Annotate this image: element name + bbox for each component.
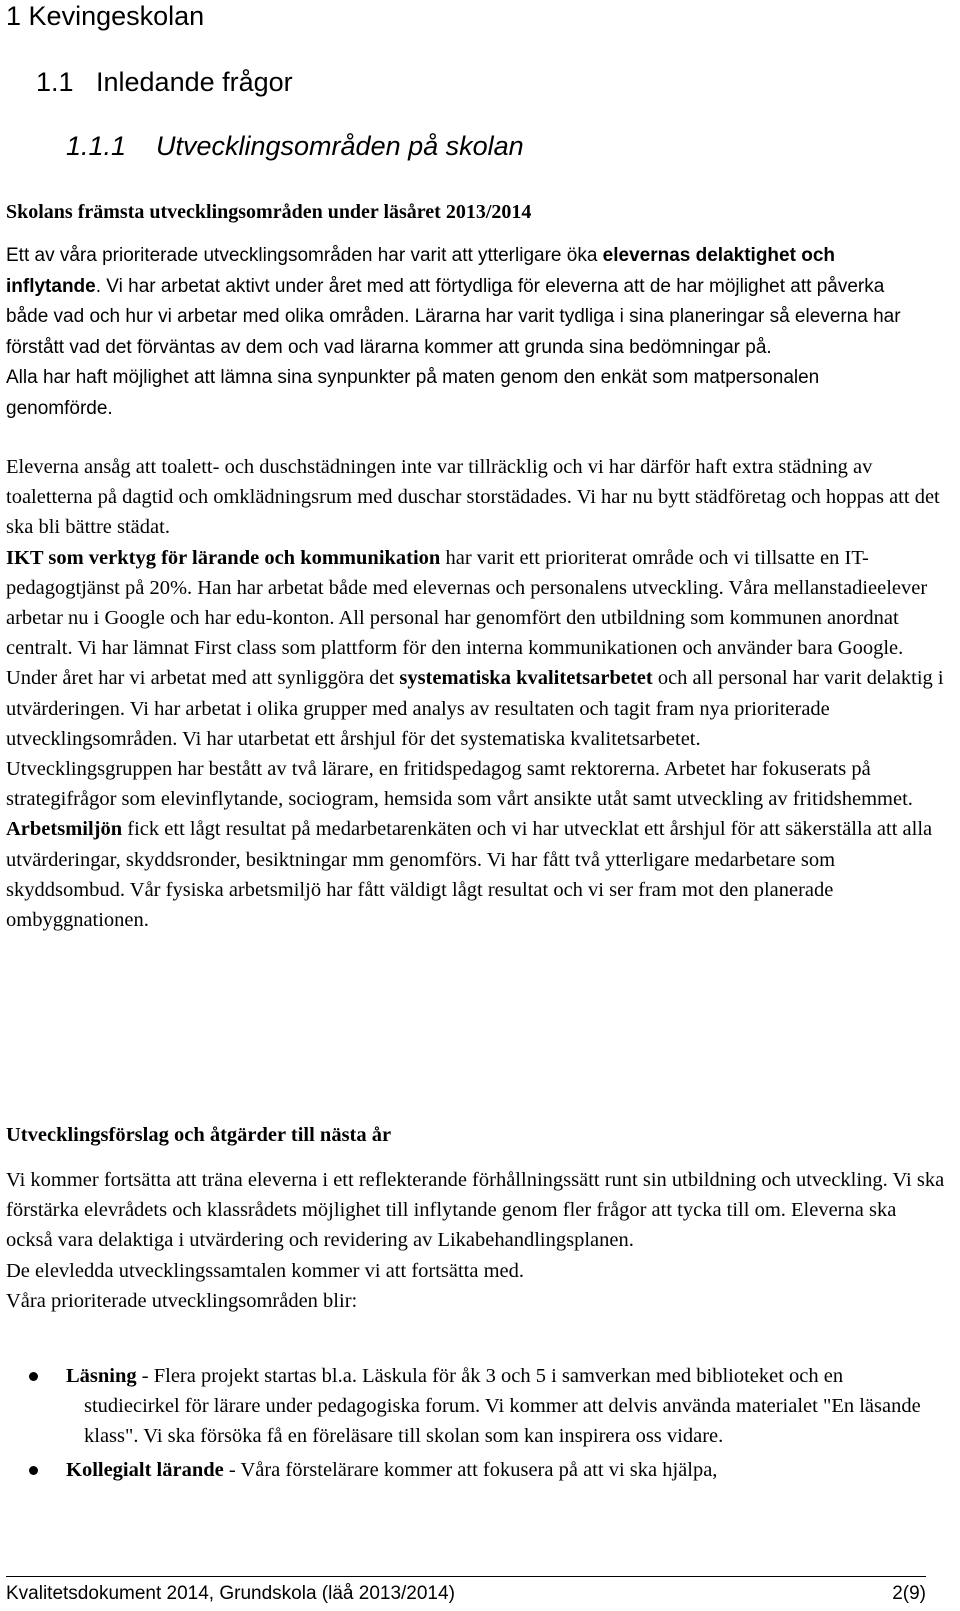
intro-p1-bold: elevernas delaktighet och inflytande (6, 245, 835, 297)
section-2-paragraph-3: Våra prioriterade utvecklingsområden blir: (6, 1289, 358, 1312)
body-p5-text-b: och all personal har varit delaktig i utvärderingen. Vi har arbetat i olika grupper med analys av resultaten och tagit fram nya prioriterade utvecklingsområden. Vi har utarbetat ett årshjul för det systematiska kvalitetsarbetet. (6, 667, 944, 750)
intro-block (6, 241, 906, 424)
priority-list (6, 1361, 936, 1485)
body-paragraph-4 (6, 543, 946, 664)
heading-2-number: 1.1 (36, 67, 74, 97)
intro-p1-text-b: . Vi har arbetat aktivt under året med att förtydliga för eleverna att de har möjlighet att påverka både vad och hur vi arbetar med olika områden. Lärarna har varit tydliga i sina planeringar så eleverna har förstått vad det förväntas av dem och vad lärarna kommer att grunda sina bedömningar på. (6, 275, 901, 358)
body-paragraph-6: Utvecklingsgruppen har bestått av två lärare, en fritidspedagog samt rektorerna. Arbetet har fokuserats på strategifrågor som elevinflytande, sociogram, hemsida som vårt ansikte utåt samt utveckling av fritidshemmet. (6, 758, 913, 811)
intro-paragraph-2: Alla har haft möjlighet att lämna sina synpunkter på maten genom den enkät som matpersonalen genomförde. (6, 367, 820, 419)
body-p5-text-a: Under året har vi arbetat med att synliggöra det (6, 667, 400, 690)
heading-2-text: Inledande frågor (96, 67, 293, 97)
page-number: 2(9) (892, 1583, 926, 1604)
list-item-text: - Flera projekt startas bl.a. Läskula för åk 3 och 5 i samverkan med biblioteket och en studiecirkel för lärare under pedagogiska forum. Vi kommer att delvis använda materialet "En läsande klass". Vi ska försöka få en föreläsare till skolan som kan inspirera oss vidare. (84, 1365, 921, 1448)
footer-title: Kvalitetsdokument 2014, Grundskola (läå 2013/2014) (6, 1583, 455, 1604)
bullet-icon (29, 1466, 38, 1475)
list-item (6, 1361, 936, 1452)
body-p4-bold: IKT som verktyg för lärande och kommunikation (6, 546, 441, 569)
body-paragraph-7 (6, 814, 946, 935)
list-item (6, 1455, 936, 1485)
body-paragraph-5 (6, 663, 946, 754)
bullet-icon (29, 1372, 38, 1381)
heading-1 (6, 0, 204, 32)
subheading: Skolans främsta utvecklingsområden under läsåret 2013/2014 (6, 201, 532, 223)
heading-3-text: Utvecklingsområden på skolan (156, 131, 524, 161)
body-p5-bold: systematiska kvalitetsarbetet (399, 667, 653, 690)
body-block (6, 452, 946, 935)
section-2-paragraph-1: Vi kommer fortsätta att träna eleverna i ett reflekterande förhållningssätt runt sin utbildning och utveckling. Vi ska förstärka elevrådets och klassrådets möjlighet till inflytande genom fler frågor att tycka till om. Eleverna ska också vara delaktiga i utvärdering och revidering av Likabehandlingsplanen. (6, 1169, 945, 1252)
section-2-paragraph-2: De elevledda utvecklingssamtalen kommer vi att fortsätta med. (6, 1259, 525, 1282)
intro-paragraph-1 (6, 241, 906, 363)
list-item-bold: Läsning (66, 1365, 137, 1387)
body-p7-text: fick ett lågt resultat på medarbetarenkäten och vi har utvecklat ett årshjul för att säkerställa att alla utvärderingar, skyddsronder, besiktningar mm genomförs. Vi har fått två ytterligare medarbetare som skyddsombud. Vår fysiska arbetsmiljö har fått väldigt lågt resultat och vi ser fram mot den planerade ombyggnationen. (6, 818, 933, 932)
body-paragraph-3: Eleverna ansåg att toalett- och duschstädningen inte var tillräcklig och vi har därför haft extra städning av toaletterna på dagtid och omklädningsrum med duschar storstädades. Vi har nu bytt städföretag och hoppas att det ska bli bättre städat. (6, 456, 940, 539)
list-item-text: - Våra förstelärare kommer att fokusera på att vi ska hjälpa, (223, 1458, 718, 1481)
heading-3-number: 1.1.1 (66, 131, 127, 161)
heading-2 (36, 66, 293, 98)
body-p4-text: har varit ett prioriterat område och vi tillsatte en IT-pedagogtjänst på 20%. Han har arbetat både med elevernas och personalens utveckling. Våra mellanstadieelever arbetar nu i Google och har edu-konton. All personal har genomfört den utbildning som kommunen anordnat centralt. Vi har lämnat First class som plattform för den interna kommunikationen och använder bara Google. (6, 546, 928, 660)
heading-3 (66, 130, 524, 162)
section-2-title: Utvecklingsförslag och åtgärder till nästa år (6, 1124, 392, 1146)
list-item-bold: Kollegialt lärande (66, 1458, 224, 1481)
section-2-block (6, 1165, 946, 1316)
intro-p1-text-a: Ett av våra prioriterade utvecklingsområden har varit att ytterligare öka (6, 245, 603, 266)
heading-1-text: Kevingeskolan (28, 1, 205, 31)
heading-1-number: 1 (6, 1, 22, 31)
footer-divider (6, 1576, 926, 1577)
body-p7-bold: Arbetsmiljön (6, 818, 123, 841)
